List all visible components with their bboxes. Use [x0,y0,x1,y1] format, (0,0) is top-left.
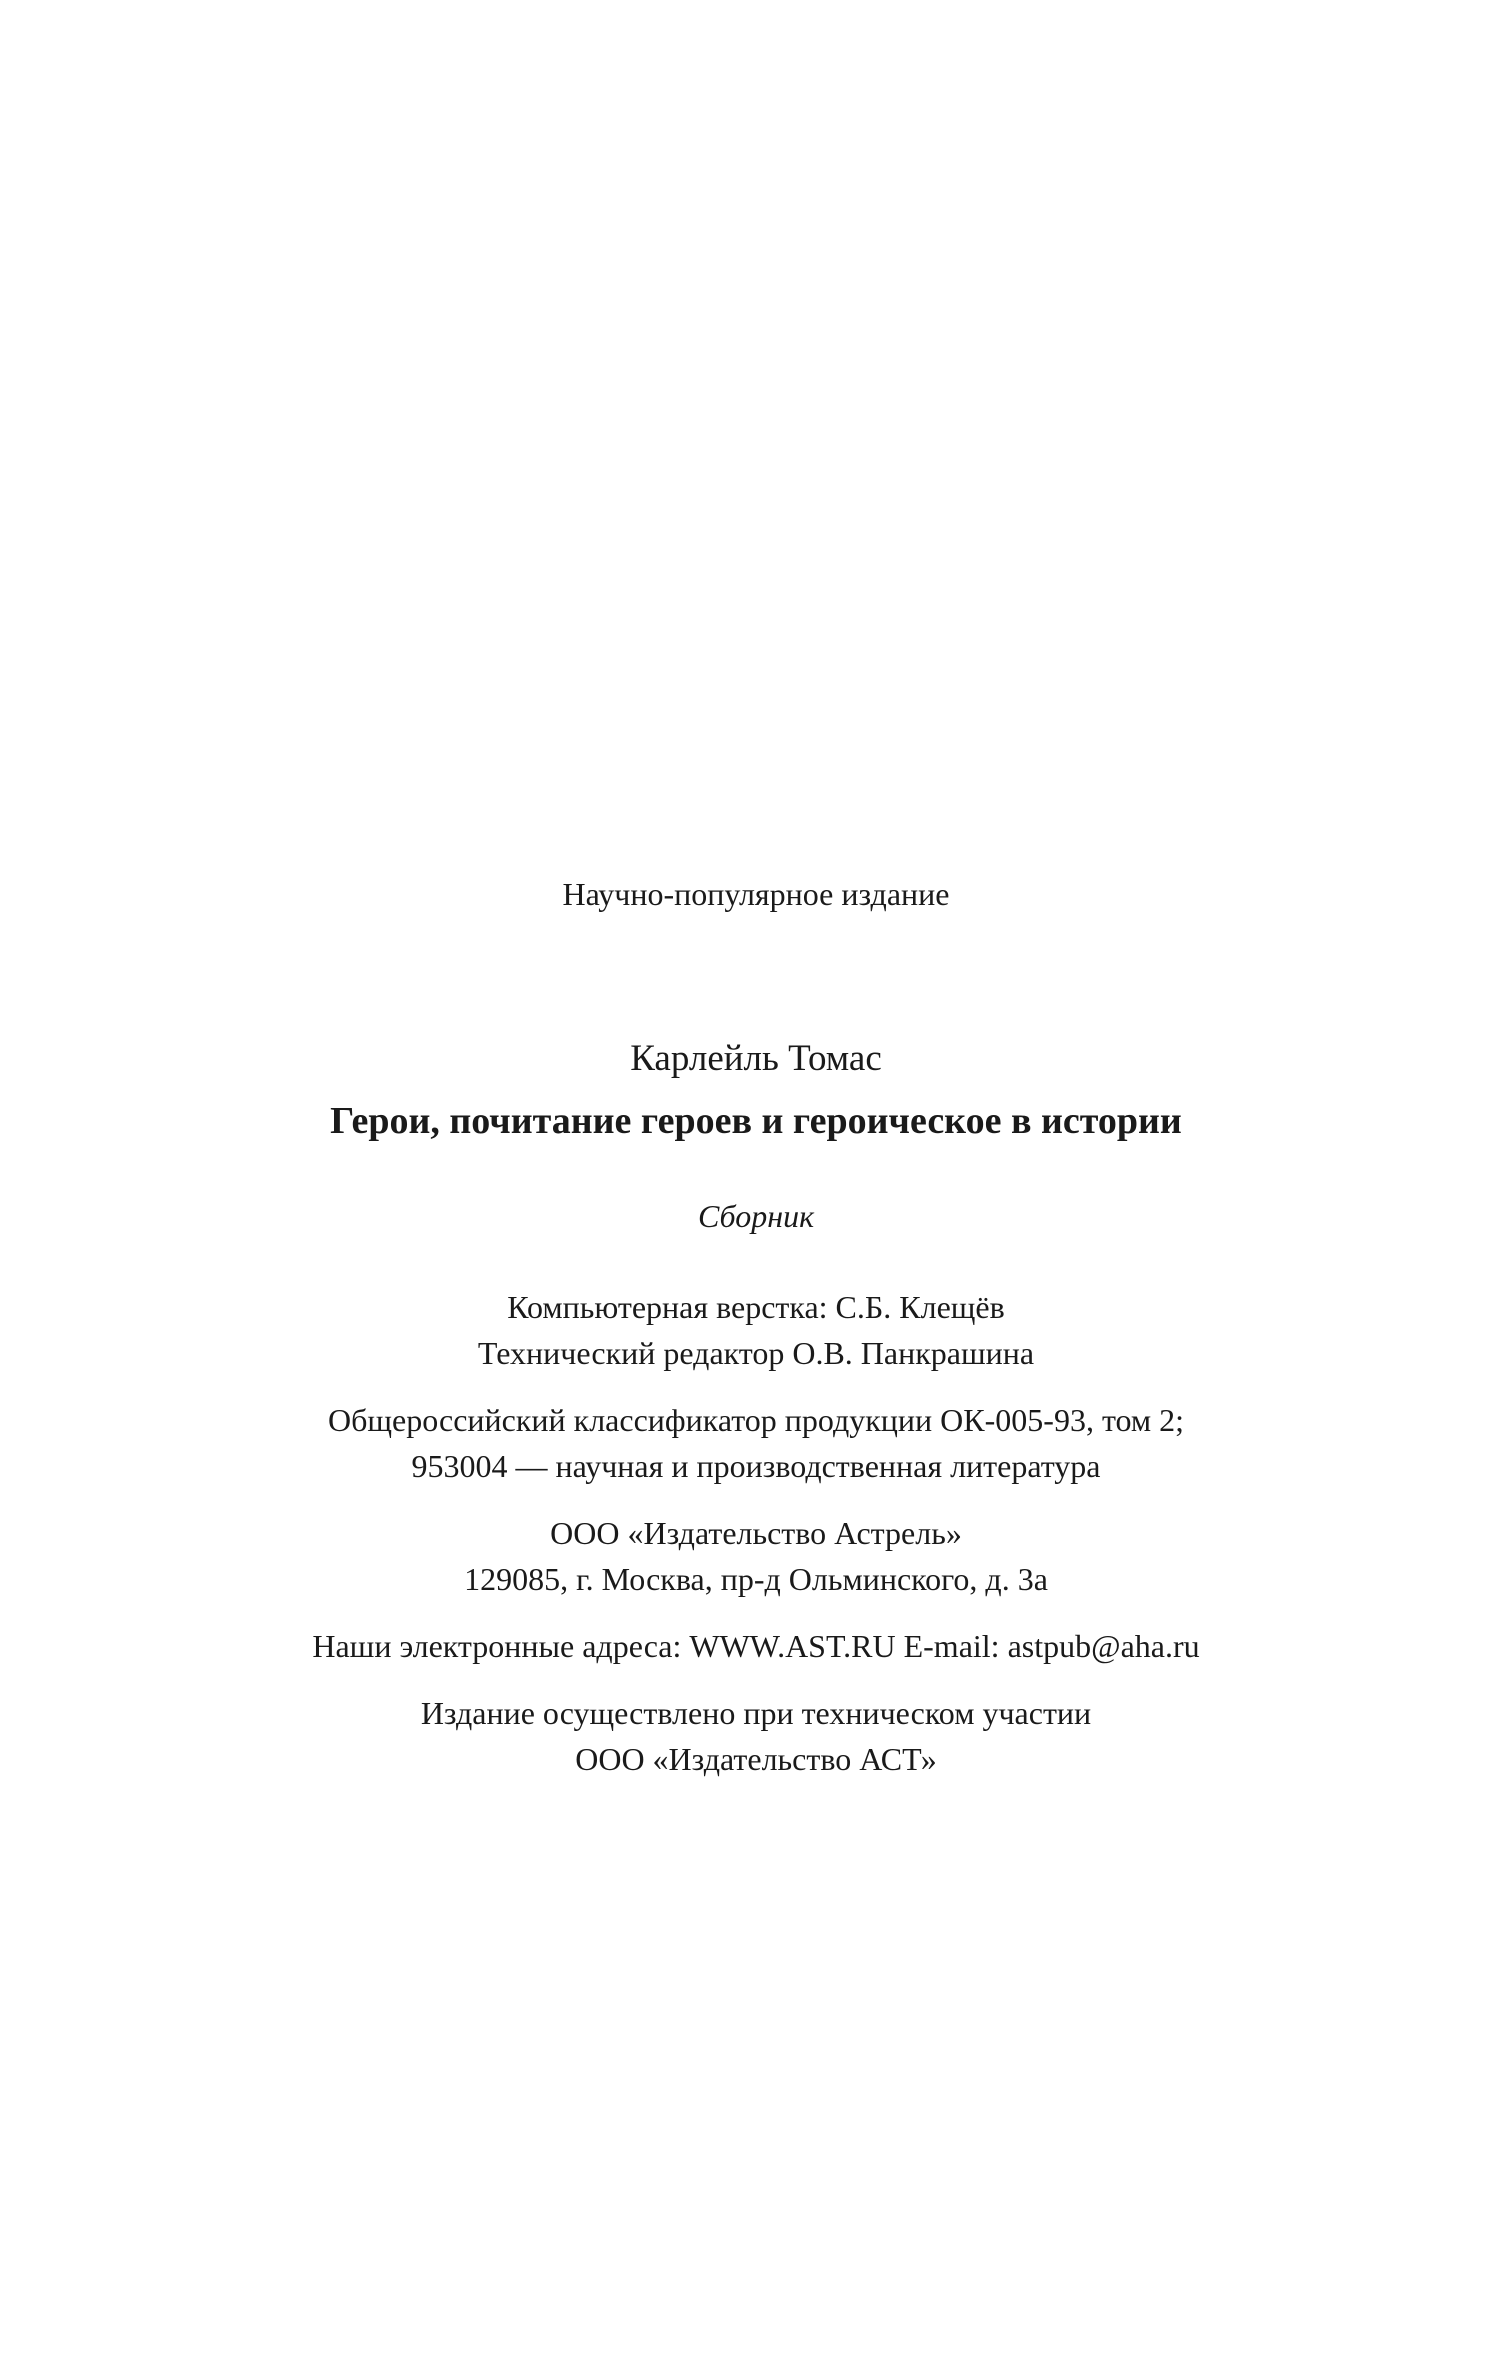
edition-type: Научно-популярное издание [562,876,950,912]
layout-credit: Компьютерная верстка: С.Б. Клещёв [507,1289,1005,1325]
technical-editor-credit: Технический редактор О.В. Панкрашина [477,1335,1035,1371]
product-classifier-line: 953004 — научная и производственная литература [411,1448,1101,1484]
book-title: Герои, почитание героев и героическое в истории [330,1100,1182,1142]
publisher-name: ООО «Издательство Астрель» [550,1515,962,1551]
technical-participation-note: Издание осуществлено при техническом участии [420,1695,1092,1731]
technical-participation-note: ООО «Издательство АСТ» [575,1741,937,1777]
product-classifier-line: Общероссийский классификатор продукции ОК-005-93, том 2; [327,1402,1185,1438]
publisher-address: 129085, г. Москва, пр-д Ольминского, д. 3а [464,1561,1048,1597]
publisher-contacts: Наши электронные адреса: WWW.AST.RU E-mail: astpub@aha.ru [312,1628,1200,1664]
genre-label: Сборник [697,1198,815,1234]
author-name: Карлейль Томас [630,1038,882,1079]
